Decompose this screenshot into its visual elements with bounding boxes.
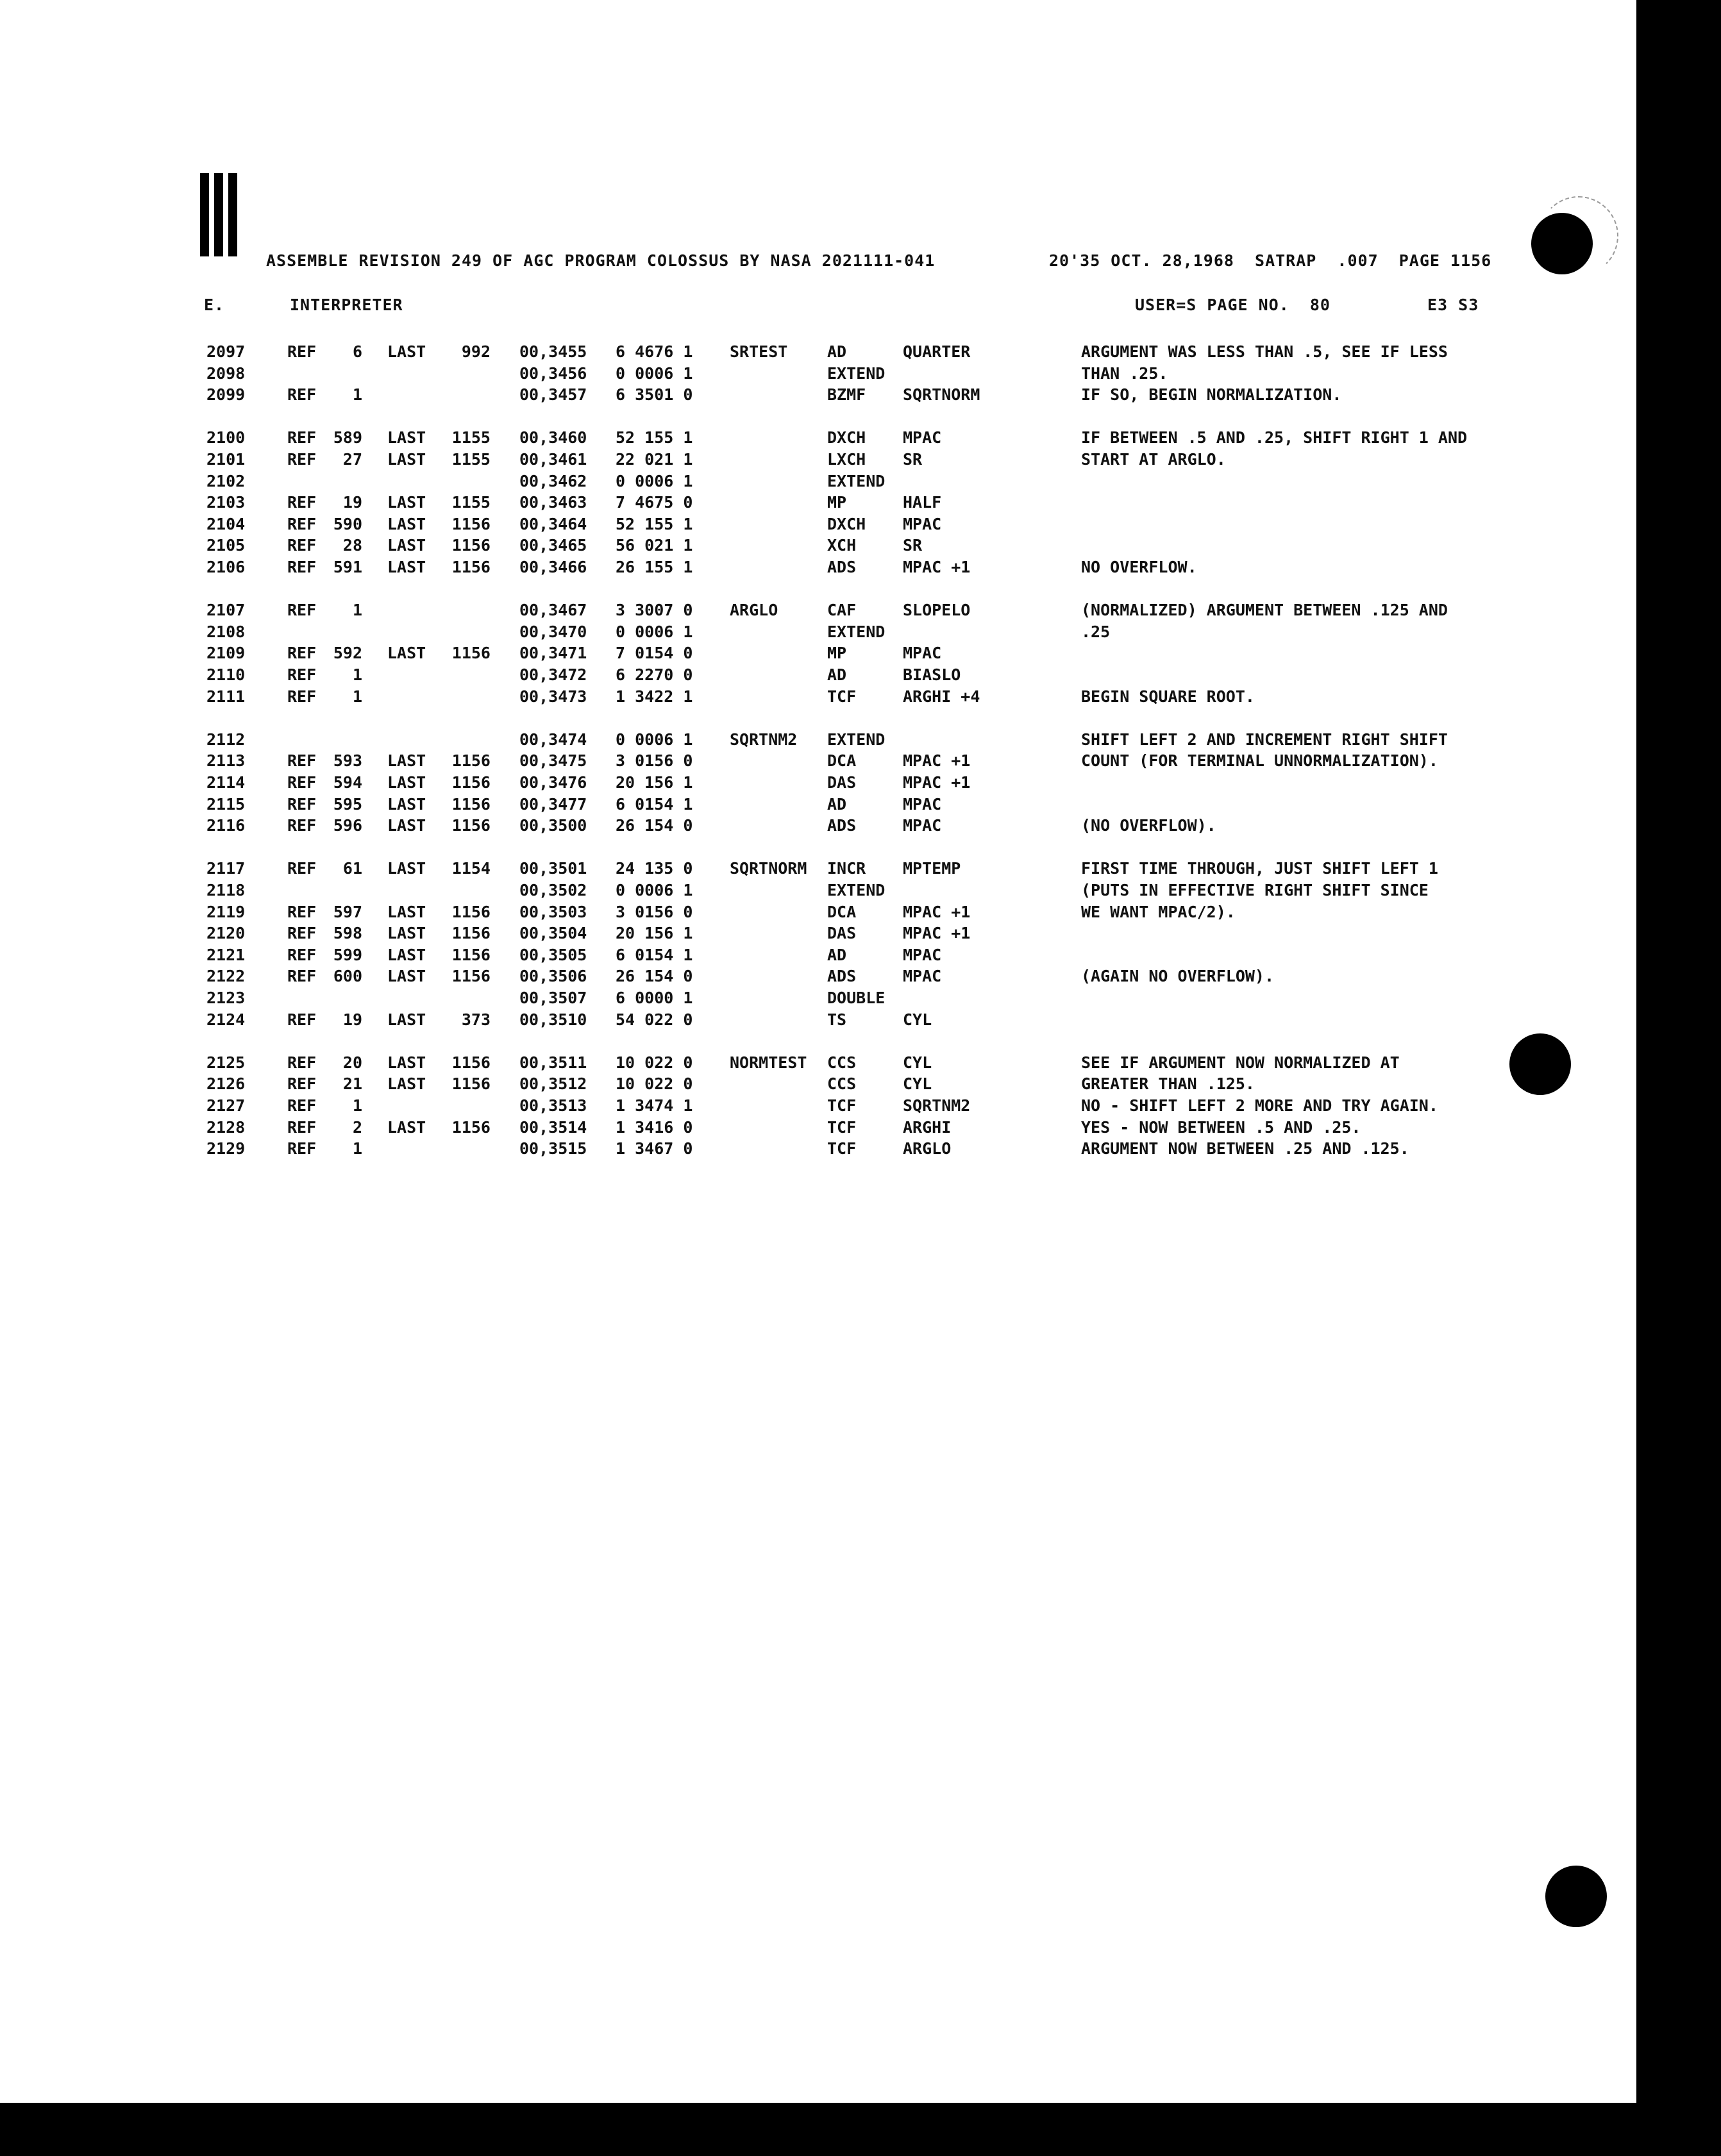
last-tag: LAST	[387, 1117, 426, 1137]
last-tag: LAST	[387, 794, 426, 814]
ref-tag: REF	[287, 859, 317, 878]
ref-count: 595	[333, 794, 362, 814]
ref-count: 597	[333, 902, 362, 921]
ref-count: 600	[333, 967, 362, 986]
address: 00,3501	[519, 859, 587, 878]
opcode: EXTEND	[827, 881, 886, 899]
last-page: 1156	[451, 514, 491, 533]
ref-tag: REF	[287, 945, 317, 964]
label: ARGLO	[730, 601, 778, 620]
address: 00,3475	[519, 751, 587, 771]
ref-tag: REF	[287, 751, 317, 771]
ref-tag: REF	[287, 1074, 317, 1094]
opcode: DXCH	[827, 428, 866, 447]
comment: (AGAIN NO OVERFLOW).	[1081, 967, 1275, 986]
address: 00,3511	[519, 1053, 587, 1072]
comment: ARGUMENT NOW BETWEEN .25 AND .125.	[1081, 1139, 1409, 1158]
opcode: CAF	[827, 601, 857, 620]
address: 00,3510	[519, 1010, 587, 1029]
operand: MPAC +1	[903, 902, 971, 921]
line-number: 2105	[206, 536, 246, 555]
address: 00,3504	[519, 924, 587, 943]
ref-tag: REF	[287, 1139, 317, 1158]
opcode: MP	[827, 493, 847, 512]
last-tag: LAST	[387, 902, 426, 921]
last-page: 1156	[451, 1074, 491, 1094]
line-number: 2127	[206, 1096, 246, 1115]
ref-tag: REF	[287, 902, 317, 921]
ref-count: 20	[342, 1053, 362, 1072]
opcode: TCF	[827, 1117, 857, 1137]
opcode: AD	[827, 342, 847, 361]
opcode: DOUBLE	[827, 989, 886, 1007]
last-tag: LAST	[387, 514, 426, 533]
opcode: DAS	[827, 924, 857, 943]
comment: FIRST TIME THROUGH, JUST SHIFT LEFT 1	[1081, 859, 1438, 878]
line-number: 2107	[206, 601, 246, 620]
last-tag: LAST	[387, 1010, 426, 1029]
last-tag: LAST	[387, 816, 426, 835]
label: SQRTNM2	[730, 730, 798, 749]
line-number: 2112	[206, 730, 246, 749]
machine-code: 10 022 0	[616, 1074, 693, 1094]
opcode: EXTEND	[827, 622, 886, 641]
last-tag: LAST	[387, 450, 426, 469]
last-tag: LAST	[387, 1053, 426, 1072]
address: 00,3500	[519, 816, 587, 835]
last-tag: LAST	[387, 1074, 426, 1094]
address: 00,3474	[519, 730, 587, 749]
ref-tag: REF	[287, 1010, 317, 1029]
ref-count: 19	[342, 493, 362, 512]
address: 00,3512	[519, 1074, 587, 1094]
operand: SQRTNORM	[903, 385, 980, 405]
address: 00,3462	[519, 471, 587, 490]
last-page: 1156	[451, 751, 491, 771]
operand: SR	[903, 536, 923, 555]
comment: SHIFT LEFT 2 AND INCREMENT RIGHT SHIFT	[1081, 730, 1448, 749]
ref-tag: REF	[287, 924, 317, 943]
operand: MPAC +1	[903, 924, 971, 943]
machine-code: 26 155 1	[616, 558, 693, 576]
operand: MPAC +1	[903, 751, 971, 771]
last-tag: LAST	[387, 644, 426, 663]
line-number: 2120	[206, 924, 246, 943]
ref-count: 2	[352, 1117, 362, 1137]
opcode: MP	[827, 644, 847, 663]
line-number: 2108	[206, 622, 246, 641]
ref-count: 593	[333, 751, 362, 771]
last-page: 1155	[451, 493, 491, 512]
machine-code: 6 0154 1	[616, 794, 693, 814]
machine-code: 3 3007 0	[616, 601, 693, 620]
ref-tag: REF	[287, 558, 317, 576]
operand: QUARTER	[903, 342, 971, 361]
ref-count: 589	[333, 428, 362, 447]
last-page: 1156	[451, 945, 491, 964]
line-number: 2104	[206, 514, 246, 533]
last-page: 1156	[451, 816, 491, 835]
operand: CYL	[903, 1074, 932, 1094]
ref-count: 594	[333, 773, 362, 792]
ref-count: 1	[352, 687, 362, 706]
line-number: 2113	[206, 751, 246, 771]
operand: SLOPELO	[903, 601, 971, 620]
comment: .25	[1081, 622, 1111, 641]
ref-count: 1	[352, 1139, 362, 1158]
last-page: 1156	[451, 902, 491, 921]
line-number: 2100	[206, 428, 246, 447]
machine-code: 6 2270 0	[616, 665, 693, 684]
address: 00,3465	[519, 536, 587, 555]
operand: MPAC	[903, 945, 942, 964]
comment: (PUTS IN EFFECTIVE RIGHT SHIFT SINCE	[1081, 881, 1429, 899]
last-page: 1156	[451, 558, 491, 576]
label: SQRTNORM	[730, 859, 807, 878]
ref-tag: REF	[287, 514, 317, 533]
comment: SEE IF ARGUMENT NOW NORMALIZED AT	[1081, 1053, 1400, 1072]
address: 00,3506	[519, 967, 587, 986]
opcode: XCH	[827, 536, 857, 555]
last-page: 373	[461, 1010, 491, 1029]
opcode: TCF	[827, 1139, 857, 1158]
opcode: BZMF	[827, 385, 866, 405]
address: 00,3467	[519, 601, 587, 620]
last-tag: LAST	[387, 536, 426, 555]
comment: NO - SHIFT LEFT 2 MORE AND TRY AGAIN.	[1081, 1096, 1438, 1115]
machine-code: 6 0000 1	[616, 989, 693, 1007]
last-page: 992	[461, 342, 491, 361]
last-tag: LAST	[387, 428, 426, 447]
opcode: TCF	[827, 1096, 857, 1115]
address: 00,3477	[519, 794, 587, 814]
opcode: AD	[827, 794, 847, 814]
line-number: 2129	[206, 1139, 246, 1158]
machine-code: 1 3422 1	[616, 687, 693, 706]
line-number: 2128	[206, 1117, 246, 1137]
opcode: CCS	[827, 1074, 857, 1094]
last-page: 1156	[451, 773, 491, 792]
last-page: 1156	[451, 967, 491, 986]
opcode: AD	[827, 665, 847, 684]
machine-code: 0 0006 1	[616, 364, 693, 383]
ref-tag: REF	[287, 342, 317, 361]
comment: IF SO, BEGIN NORMALIZATION.	[1081, 385, 1342, 405]
operand: CYL	[903, 1010, 932, 1029]
machine-code: 52 155 1	[616, 428, 693, 447]
ref-tag: REF	[287, 1053, 317, 1072]
opcode: EXTEND	[827, 730, 886, 749]
ref-tag: REF	[287, 967, 317, 986]
address: 00,3466	[519, 558, 587, 576]
machine-code: 0 0006 1	[616, 471, 693, 490]
line-number: 2099	[206, 385, 246, 405]
comment: NO OVERFLOW.	[1081, 558, 1197, 576]
last-tag: LAST	[387, 773, 426, 792]
operand: BIASLO	[903, 665, 961, 684]
machine-code: 7 4675 0	[616, 493, 693, 512]
machine-code: 20 156 1	[616, 924, 693, 943]
last-tag: LAST	[387, 924, 426, 943]
ref-tag: REF	[287, 601, 317, 620]
machine-code: 1 3416 0	[616, 1117, 693, 1137]
address: 00,3476	[519, 773, 587, 792]
line-number: 2122	[206, 967, 246, 986]
ref-count: 591	[333, 558, 362, 576]
ref-count: 27	[342, 450, 362, 469]
listing-title: ASSEMBLE REVISION 249 OF AGC PROGRAM COLOSSUS BY NASA 2021111-041	[266, 251, 936, 270]
machine-code: 52 155 1	[616, 514, 693, 533]
last-page: 1156	[451, 644, 491, 663]
operand: CYL	[903, 1053, 932, 1072]
operand: MPAC	[903, 428, 942, 447]
label: NORMTEST	[730, 1053, 807, 1072]
last-page: 1156	[451, 794, 491, 814]
operand: MPAC	[903, 967, 942, 986]
last-tag: LAST	[387, 967, 426, 986]
opcode: TCF	[827, 687, 857, 706]
ref-count: 61	[342, 859, 362, 878]
comment: (NORMALIZED) ARGUMENT BETWEEN .125 AND	[1081, 601, 1448, 620]
ref-count: 598	[333, 924, 362, 943]
punch-hole-icon	[1545, 1866, 1607, 1927]
address: 00,3473	[519, 687, 587, 706]
ref-tag: REF	[287, 794, 317, 814]
machine-code: 0 0006 1	[616, 881, 693, 899]
ref-count: 599	[333, 945, 362, 964]
address: 00,3514	[519, 1117, 587, 1137]
opcode: EXTEND	[827, 364, 886, 383]
ref-tag: REF	[287, 773, 317, 792]
comment: YES - NOW BETWEEN .5 AND .25.	[1081, 1117, 1361, 1137]
opcode: ADS	[827, 558, 857, 576]
ref-count: 1	[352, 665, 362, 684]
address: 00,3513	[519, 1096, 587, 1115]
user-page-number: USER=S PAGE NO. 80	[1135, 296, 1331, 314]
comment: ARGUMENT WAS LESS THAN .5, SEE IF LESS	[1081, 342, 1448, 361]
line-number: 2114	[206, 773, 246, 792]
machine-code: 0 0006 1	[616, 730, 693, 749]
operand: MPAC +1	[903, 558, 971, 576]
line-number: 2102	[206, 471, 246, 490]
last-tag: LAST	[387, 558, 426, 576]
address: 00,3507	[519, 989, 587, 1007]
opcode: DXCH	[827, 514, 866, 533]
punch-hole-arc-icon	[1539, 196, 1618, 276]
ref-tag: REF	[287, 428, 317, 447]
section-name: INTERPRETER	[290, 296, 403, 314]
operand: MPAC +1	[903, 773, 971, 792]
ref-tag: REF	[287, 665, 317, 684]
last-page: 1156	[451, 536, 491, 555]
last-tag: LAST	[387, 859, 426, 878]
ref-count: 28	[342, 536, 362, 555]
comment: BEGIN SQUARE ROOT.	[1081, 687, 1255, 706]
machine-code: 3 0156 0	[616, 751, 693, 771]
line-number: 2109	[206, 644, 246, 663]
opcode: DAS	[827, 773, 857, 792]
operand: SQRTNM2	[903, 1096, 971, 1115]
machine-code: 6 3501 0	[616, 385, 693, 405]
ref-count: 1	[352, 1096, 362, 1115]
line-number: 2097	[206, 342, 246, 361]
ref-count: 19	[342, 1010, 362, 1029]
operand: MPAC	[903, 514, 942, 533]
address: 00,3502	[519, 881, 587, 899]
operand: MPAC	[903, 644, 942, 663]
machine-code: 56 021 1	[616, 536, 693, 555]
line-number: 2115	[206, 794, 246, 814]
line-number: 2101	[206, 450, 246, 469]
line-number: 2125	[206, 1053, 246, 1072]
opcode: DCA	[827, 902, 857, 921]
ref-count: 6	[352, 342, 362, 361]
line-number: 2111	[206, 687, 246, 706]
punch-hole-icon	[1509, 1033, 1571, 1095]
address: 00,3505	[519, 945, 587, 964]
machine-code: 1 3467 0	[616, 1139, 693, 1158]
comment: COUNT (FOR TERMINAL UNNORMALIZATION).	[1081, 751, 1438, 771]
address: 00,3464	[519, 514, 587, 533]
address: 00,3515	[519, 1139, 587, 1158]
operand: MPAC	[903, 794, 942, 814]
line-number: 2116	[206, 816, 246, 835]
line-number: 2121	[206, 945, 246, 964]
operand: SR	[903, 450, 923, 469]
address: 00,3472	[519, 665, 587, 684]
address: 00,3470	[519, 622, 587, 641]
operand: MPAC	[903, 816, 942, 835]
address: 00,3460	[519, 428, 587, 447]
ref-tag: REF	[287, 450, 317, 469]
line-number: 2103	[206, 493, 246, 512]
comment: IF BETWEEN .5 AND .25, SHIFT RIGHT 1 AND	[1081, 428, 1468, 447]
machine-code: 3 0156 0	[616, 902, 693, 921]
line-number: 2123	[206, 989, 246, 1007]
machine-code: 22 021 1	[616, 450, 693, 469]
line-number: 2098	[206, 364, 246, 383]
machine-code: 1 3474 1	[616, 1096, 693, 1115]
machine-code: 6 4676 1	[616, 342, 693, 361]
last-page: 1154	[451, 859, 491, 878]
line-number: 2117	[206, 859, 246, 878]
machine-code: 20 156 1	[616, 773, 693, 792]
line-number: 2106	[206, 558, 246, 576]
opcode: LXCH	[827, 450, 866, 469]
ref-tag: REF	[287, 1096, 317, 1115]
opcode: CCS	[827, 1053, 857, 1072]
section-letter: E.	[204, 296, 225, 314]
address: 00,3455	[519, 342, 587, 361]
comment: THAN .25.	[1081, 364, 1168, 383]
last-tag: LAST	[387, 493, 426, 512]
address: 00,3503	[519, 902, 587, 921]
last-tag: LAST	[387, 751, 426, 771]
ref-tag: REF	[287, 385, 317, 405]
ref-tag: REF	[287, 1117, 317, 1137]
operand: ARGHI	[903, 1117, 952, 1137]
machine-code: 0 0006 1	[616, 622, 693, 641]
ref-tag: REF	[287, 536, 317, 555]
address: 00,3461	[519, 450, 587, 469]
address: 00,3471	[519, 644, 587, 663]
ref-count: 1	[352, 601, 362, 620]
opcode: ADS	[827, 967, 857, 986]
opcode: DCA	[827, 751, 857, 771]
opcode: INCR	[827, 859, 866, 878]
comment: START AT ARGLO.	[1081, 450, 1226, 469]
machine-code: 54 022 0	[616, 1010, 693, 1029]
address: 00,3463	[519, 493, 587, 512]
opcode: EXTEND	[827, 471, 886, 490]
comment: (NO OVERFLOW).	[1081, 816, 1216, 835]
operand: HALF	[903, 493, 942, 512]
comment: WE WANT MPAC/2).	[1081, 902, 1236, 921]
listing-date-page: 20'35 OCT. 28,1968 SATRAP .007 PAGE 1156	[1049, 251, 1492, 270]
comment: GREATER THAN .125.	[1081, 1074, 1255, 1094]
line-number: 2118	[206, 881, 246, 899]
ref-count: 592	[333, 644, 362, 663]
operand: ARGHI +4	[903, 687, 980, 706]
operand: MPTEMP	[903, 859, 961, 878]
machine-code: 26 154 0	[616, 967, 693, 986]
machine-code: 6 0154 1	[616, 945, 693, 964]
last-page: 1155	[451, 428, 491, 447]
line-number: 2119	[206, 902, 246, 921]
ref-count: 596	[333, 816, 362, 835]
machine-code: 24 135 0	[616, 859, 693, 878]
ref-count: 590	[333, 514, 362, 533]
opcode: TS	[827, 1010, 847, 1029]
last-page: 1156	[451, 924, 491, 943]
last-page: 1156	[451, 1117, 491, 1137]
last-page: 1156	[451, 1053, 491, 1072]
last-tag: LAST	[387, 342, 426, 361]
last-page: 1155	[451, 450, 491, 469]
user-page-code: E3 S3	[1427, 296, 1479, 314]
operand: ARGLO	[903, 1139, 952, 1158]
opcode: ADS	[827, 816, 857, 835]
ref-count: 21	[342, 1074, 362, 1094]
ref-tag: REF	[287, 687, 317, 706]
machine-code: 26 154 0	[616, 816, 693, 835]
ref-tag: REF	[287, 644, 317, 663]
address: 00,3457	[519, 385, 587, 405]
line-number: 2110	[206, 665, 246, 684]
opcode: AD	[827, 945, 847, 964]
line-number: 2124	[206, 1010, 246, 1029]
machine-code: 10 022 0	[616, 1053, 693, 1072]
machine-code: 7 0154 0	[616, 644, 693, 663]
last-tag: LAST	[387, 945, 426, 964]
label: SRTEST	[730, 342, 788, 361]
ref-count: 1	[352, 385, 362, 405]
ref-tag: REF	[287, 816, 317, 835]
address: 00,3456	[519, 364, 587, 383]
line-number: 2126	[206, 1074, 246, 1094]
ref-tag: REF	[287, 493, 317, 512]
